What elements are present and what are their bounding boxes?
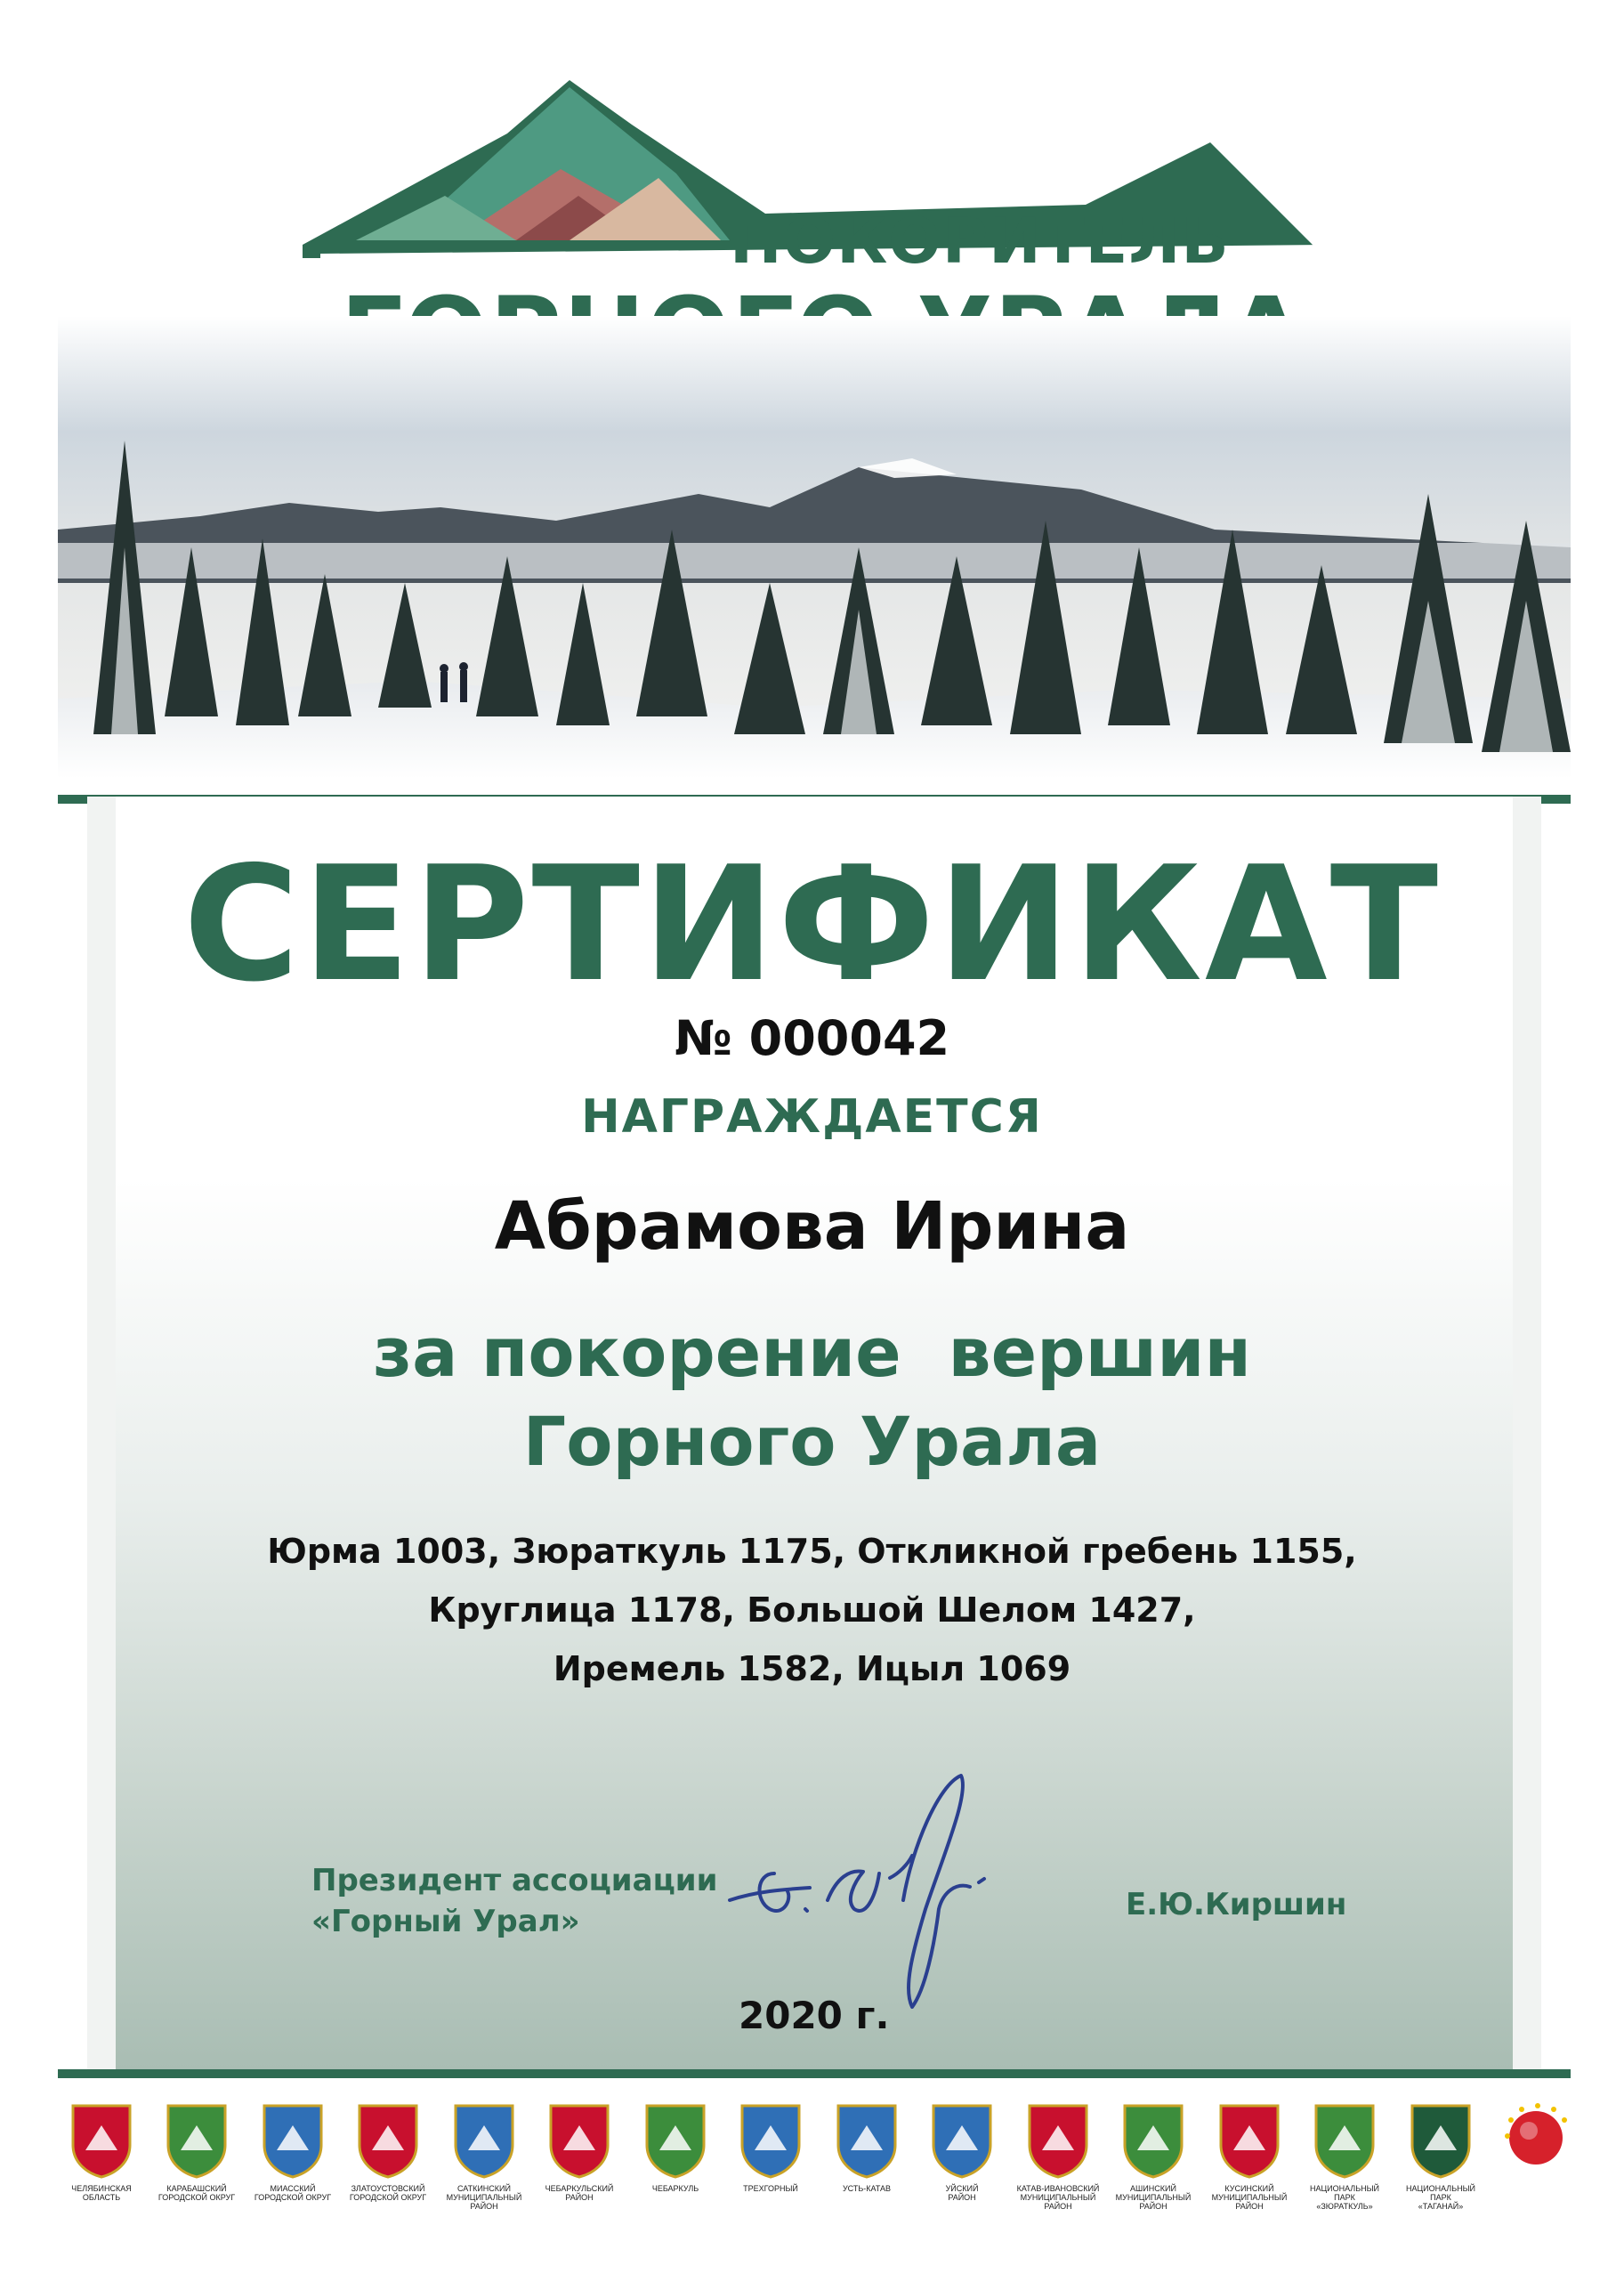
partner-emblem bbox=[1300, 2100, 1389, 2211]
peaks-list bbox=[0, 1522, 1624, 1698]
partner-emblem bbox=[1109, 2100, 1198, 2211]
coat-of-arms-icon bbox=[928, 2100, 996, 2179]
partner-emblem bbox=[343, 2100, 432, 2202]
logo-line-1: ПОКОРИТЕЛЬ bbox=[730, 205, 1230, 278]
ball-emblem-icon bbox=[1499, 2100, 1573, 2175]
peaks-line-3: Иремель 1582, Ицыл 1069 bbox=[553, 1649, 1071, 1688]
certificate-year: 2020 г. bbox=[739, 1994, 890, 2037]
coat-of-arms-icon bbox=[450, 2100, 518, 2179]
partner-emblem-caption: ЗЛАТОУСТОВСКИЙ ГОРОДСКОЙ ОКРУГ bbox=[349, 2184, 427, 2202]
partner-emblem bbox=[1491, 2100, 1580, 2181]
president-name: Е.Ю.Киршин bbox=[1126, 1887, 1347, 1922]
partner-emblem-caption: АШИНСКИЙ МУНИЦИПАЛЬНЫЙ РАЙОН bbox=[1115, 2184, 1192, 2211]
partner-emblem bbox=[822, 2100, 911, 2193]
partner-emblem-caption: НАЦИОНАЛЬНЫЙ ПАРК «ЗЮРАТКУЛЬ» bbox=[1309, 2184, 1380, 2211]
recipient-name: Абрамова Ирина bbox=[494, 1188, 1130, 1265]
partner-emblem-caption: ТРЕХГОРНЫЙ bbox=[743, 2184, 798, 2193]
partner-emblem-caption: НАЦИОНАЛЬНЫЙ ПАРК «ТАГАНАЙ» bbox=[1405, 2184, 1476, 2211]
handwritten-signature bbox=[721, 1767, 1041, 2016]
coat-of-arms-icon bbox=[1119, 2100, 1187, 2179]
coat-of-arms-icon bbox=[354, 2100, 422, 2179]
partner-emblem-caption: ЧЕЛЯБИНСКАЯ ОБЛАСТЬ bbox=[71, 2184, 132, 2202]
coat-of-arms-icon bbox=[1311, 2100, 1378, 2179]
awarded-label: НАГРАЖДАЕТСЯ bbox=[581, 1090, 1043, 1144]
partner-emblem-caption: МИАССКИЙ ГОРОДСКОЙ ОКРУГ bbox=[254, 2184, 332, 2202]
partner-emblem bbox=[726, 2100, 815, 2193]
award-reason bbox=[0, 1308, 1624, 1486]
certificate-number: № 000042 bbox=[674, 1010, 950, 1066]
peaks-line-2: Круглица 1178, Большой Шелом 1427, bbox=[428, 1590, 1196, 1630]
partner-emblem-caption: КУСИНСКИЙ МУНИЦИПАЛЬНЫЙ РАЙОН bbox=[1211, 2184, 1288, 2211]
partner-emblem-caption: КАТАВ-ИВАНОВСКИЙ МУНИЦИПАЛЬНЫЙ РАЙОН bbox=[1016, 2184, 1100, 2211]
coat-of-arms-icon bbox=[642, 2100, 709, 2179]
partner-emblem-caption: УЙСКИЙ РАЙОН bbox=[945, 2184, 979, 2202]
award-reason-line-1: за покорение вершин bbox=[372, 1313, 1252, 1392]
partner-emblem-caption: ЧЕБАРКУЛЬСКИЙ РАЙОН bbox=[545, 2184, 614, 2202]
partner-emblem bbox=[917, 2100, 1006, 2202]
peaks-line-1: Юрма 1003, Зюраткуль 1175, Откликной гребень 1155, bbox=[267, 1532, 1357, 1571]
partner-emblem bbox=[1014, 2100, 1103, 2211]
president-title-line-2: «Горный Урал» bbox=[311, 1904, 580, 1939]
coat-of-arms-icon bbox=[737, 2100, 804, 2179]
partner-emblems-row bbox=[53, 2100, 1584, 2278]
partner-emblem-caption: УСТЬ-КАТАВ bbox=[842, 2184, 892, 2193]
partner-emblem bbox=[57, 2100, 146, 2202]
certificate-title: СЕРТИФИКАТ bbox=[182, 832, 1442, 1016]
coat-of-arms-icon bbox=[259, 2100, 327, 2179]
coat-of-arms-icon bbox=[1407, 2100, 1475, 2179]
partner-emblem bbox=[440, 2100, 529, 2211]
president-title-line-1: Президент ассоциации bbox=[311, 1863, 718, 1898]
partner-emblem bbox=[248, 2100, 337, 2202]
partner-emblem bbox=[535, 2100, 624, 2202]
winter-mountain-photo bbox=[58, 316, 1571, 779]
partner-emblem-caption: САТКИНСКИЙ МУНИЦИПАЛЬНЫЙ РАЙОН bbox=[446, 2184, 522, 2211]
partner-emblem bbox=[152, 2100, 241, 2202]
partner-emblem bbox=[1396, 2100, 1485, 2211]
partner-emblem bbox=[1205, 2100, 1294, 2211]
president-title bbox=[311, 1860, 717, 1942]
coat-of-arms-icon bbox=[545, 2100, 613, 2179]
coat-of-arms-icon bbox=[68, 2100, 135, 2179]
partner-emblem-caption: КАРАБАШСКИЙ ГОРОДСКОЙ ОКРУГ bbox=[158, 2184, 236, 2202]
coat-of-arms-icon bbox=[833, 2100, 901, 2179]
bottom-divider bbox=[58, 2069, 1571, 2078]
award-reason-line-2: Горного Урала bbox=[522, 1402, 1102, 1481]
coat-of-arms-icon bbox=[1024, 2100, 1092, 2179]
coat-of-arms-icon bbox=[163, 2100, 230, 2179]
partner-emblem bbox=[631, 2100, 720, 2193]
coat-of-arms-icon bbox=[1216, 2100, 1283, 2179]
partner-emblem-caption: ЧЕБАРКУЛЬ bbox=[651, 2184, 699, 2193]
